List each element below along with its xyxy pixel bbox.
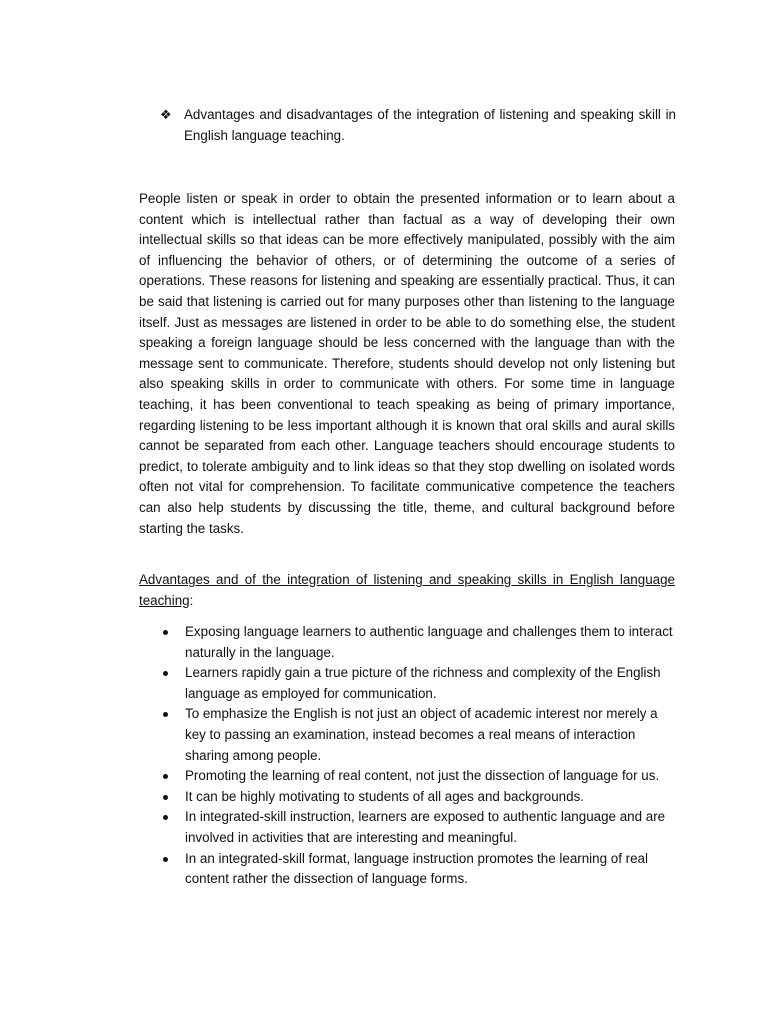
advantages-subheading (139, 570, 675, 611)
section-heading (160, 104, 676, 146)
section-heading-text: Advantages and disadvantages of the integration of listening and speaking skill in English language teaching. (184, 107, 676, 143)
list-item (139, 663, 675, 704)
bullet-dot-icon (139, 787, 185, 808)
list-item-text: It can be highly motivating to students of all ages and backgrounds. (185, 788, 584, 804)
bullet-dot-icon (139, 807, 185, 828)
bullet-dot-icon (139, 663, 185, 684)
bullet-dot-icon (139, 622, 185, 643)
list-item (139, 849, 675, 890)
list-item-text: In integrated-skill instruction, learners are exposed to authentic language and are involved in activities that are interesting and meaningful. (185, 809, 666, 845)
advantages-list (139, 622, 675, 890)
bullet-dot-icon (139, 766, 185, 787)
diamond-bullet-icon: ❖ (160, 107, 172, 122)
advantages-subheading-underlined: Advantages and of the integration of listening and speaking skills in English language teaching (139, 572, 675, 608)
advantages-subheading-colon: : (189, 592, 194, 608)
list-item-text: Promoting the learning of real content, not just the dissection of language for us. (185, 768, 660, 784)
list-item-text: Exposing language learners to authentic language and challenges them to interact naturally in the language. (185, 624, 673, 660)
list-item (139, 787, 675, 808)
list-item (139, 622, 675, 663)
list-item-text: To emphasize the English is not just an object of academic interest nor merely a key to passing an examination, instead becomes a real means of interaction sharing among people. (185, 706, 658, 763)
list-item-text: In an integrated-skill format, language instruction promotes the learning of real content rather the dissection of language forms. (185, 850, 648, 887)
list-item-text: Learners rapidly gain a true picture of the richness and complexity of the English language as employed for communication. (185, 665, 661, 701)
bullet-dot-icon (139, 849, 185, 870)
list-item (139, 766, 675, 787)
list-item (139, 704, 675, 766)
body-paragraph: People listen or speak in order to obtain the presented information or to learn about a content which is intellectual rather than factual as a way of developing their own intellectual skills so that ideas can be more effectively manipulated, possibly with the aim of influencing the behavior of others, or of determining the outcome of a series of operations. These reasons for listening and speaking are essentially practical. Thus, it can be said that listening is carried out for many purposes other than listening to the language itself. Just as messages are listened in order to be able to do something else, the student speaking a foreign language should be less concerned with the language than with the message sent to communicate. Therefore, students should develop not only listening but also speaking skills in order to communicate with others. For some time in language teaching, it has been conventional to teach speaking as being of primary importance, regarding listening to be less important although it is known that oral skills and aural skills cannot be separated from each other. Language teachers should encourage students to predict, to tolerate ambiguity and to link ideas so that they stop dwelling on isolated words often not vital for comprehension. To facilitate communicative competence the teachers can also help students by discussing the title, theme, and cultural background before starting the tasks. (139, 191, 675, 536)
list-item (139, 807, 675, 848)
bullet-dot-icon (139, 704, 185, 725)
